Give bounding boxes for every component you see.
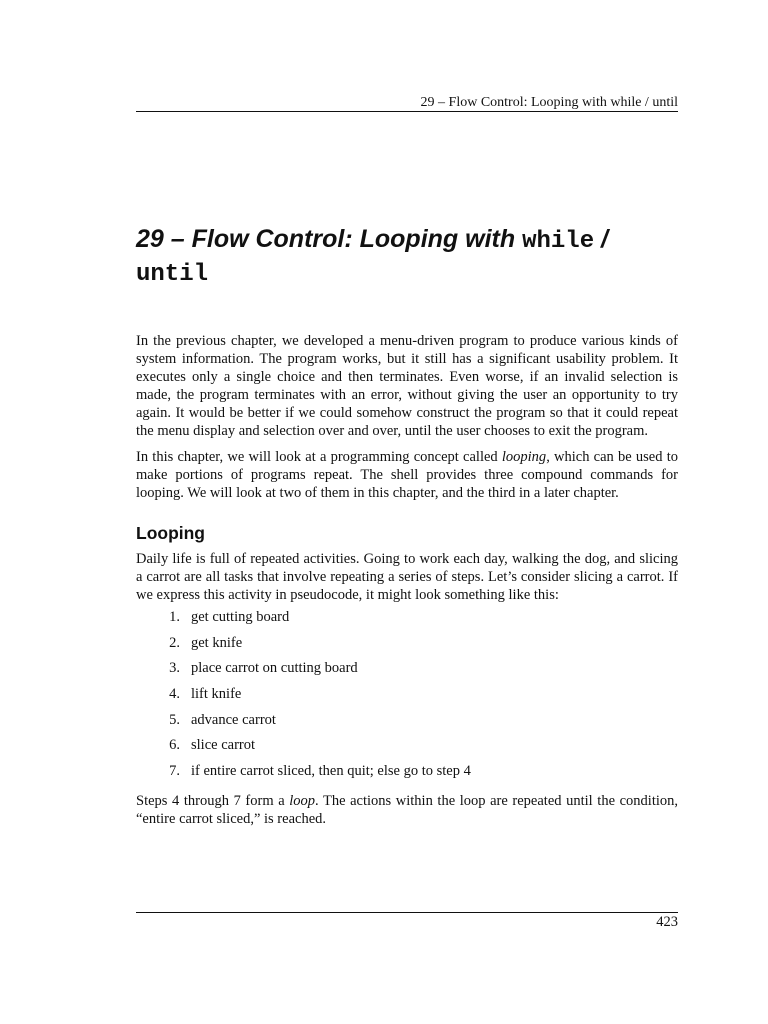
step-number: 4. [169, 686, 180, 703]
step-number: 5. [169, 711, 180, 728]
chapter-title-text: 29 – Flow Control: Looping with [136, 225, 523, 253]
step-number: 7. [169, 763, 180, 780]
list-item [136, 711, 678, 737]
step-text: lift knife [191, 686, 242, 703]
chapter-title [136, 224, 678, 290]
list-item [136, 659, 678, 685]
step-text: advance carrot [191, 711, 276, 728]
section-paragraph-2 [136, 792, 678, 828]
step-text: slice carrot [191, 737, 256, 754]
step-text: get cutting board [191, 609, 290, 625]
intro-paragraph-1: In the previous chapter, we developed a menu-driven program to produce various kinds of system information. The program works, but it still has a significant usability problem. It executes only a single choice and then terminates. Even worse, if an invalid selection is made, the program terminates with an error, without giving the user an opportunity to try again. It would be better if we could somehow construct the program so that it could repeat the menu display and selection over and over, until the user chooses to exit the program. [136, 333, 678, 439]
page-number: 423 [656, 914, 678, 930]
step-number: 3. [169, 660, 180, 677]
intro-paragraph-2-end: , which can be used to make portions of programs repeat. The shell provides three compound commands for looping. We will look at two of them in this chapter, and the third in a later chapter. [136, 449, 678, 501]
step-number: 1. [169, 609, 180, 625]
chapter-title-code-while: while [522, 228, 595, 255]
step-number: 6. [169, 737, 180, 754]
step-text: if entire carrot sliced, then quit; else go to step 4 [191, 763, 471, 780]
chapter-title-code-until: until [136, 261, 209, 288]
step-text: place carrot on cutting board [191, 660, 358, 677]
section-paragraph-1: Daily life is full of repeated activities. Going to work each day, walking the dog, and slicing a carrot are all tasks that involve repeating a series of steps. Let’s consider slicing a carrot. If we express this activity in pseudocode, it might look something like this: [136, 551, 678, 603]
list-item [136, 762, 678, 788]
header-rule [136, 111, 678, 112]
pseudocode-steps-list [136, 608, 678, 788]
intro-paragraph-2 [136, 448, 678, 502]
step-text: get knife [191, 634, 243, 651]
section-heading-looping: Looping [136, 523, 206, 543]
chapter-title-separator: / [594, 225, 608, 253]
list-item [136, 608, 678, 634]
intro-paragraph-2-start: In this chapter, we will look at a programming concept called [136, 449, 502, 465]
running-header: 29 – Flow Control: Looping with while / until [420, 95, 678, 110]
looping-term: looping [501, 449, 547, 465]
list-item [136, 685, 678, 711]
loop-term: loop [289, 792, 316, 809]
section-paragraph-2-end: . The actions within the loop are repeated until the condition, “entire carrot sliced,” is reached. [136, 792, 678, 827]
step-number: 2. [169, 634, 180, 651]
list-item [136, 634, 678, 660]
section-paragraph-2-start: Steps 4 through 7 form a [136, 792, 290, 809]
body-text [136, 332, 678, 836]
list-item [136, 736, 678, 762]
